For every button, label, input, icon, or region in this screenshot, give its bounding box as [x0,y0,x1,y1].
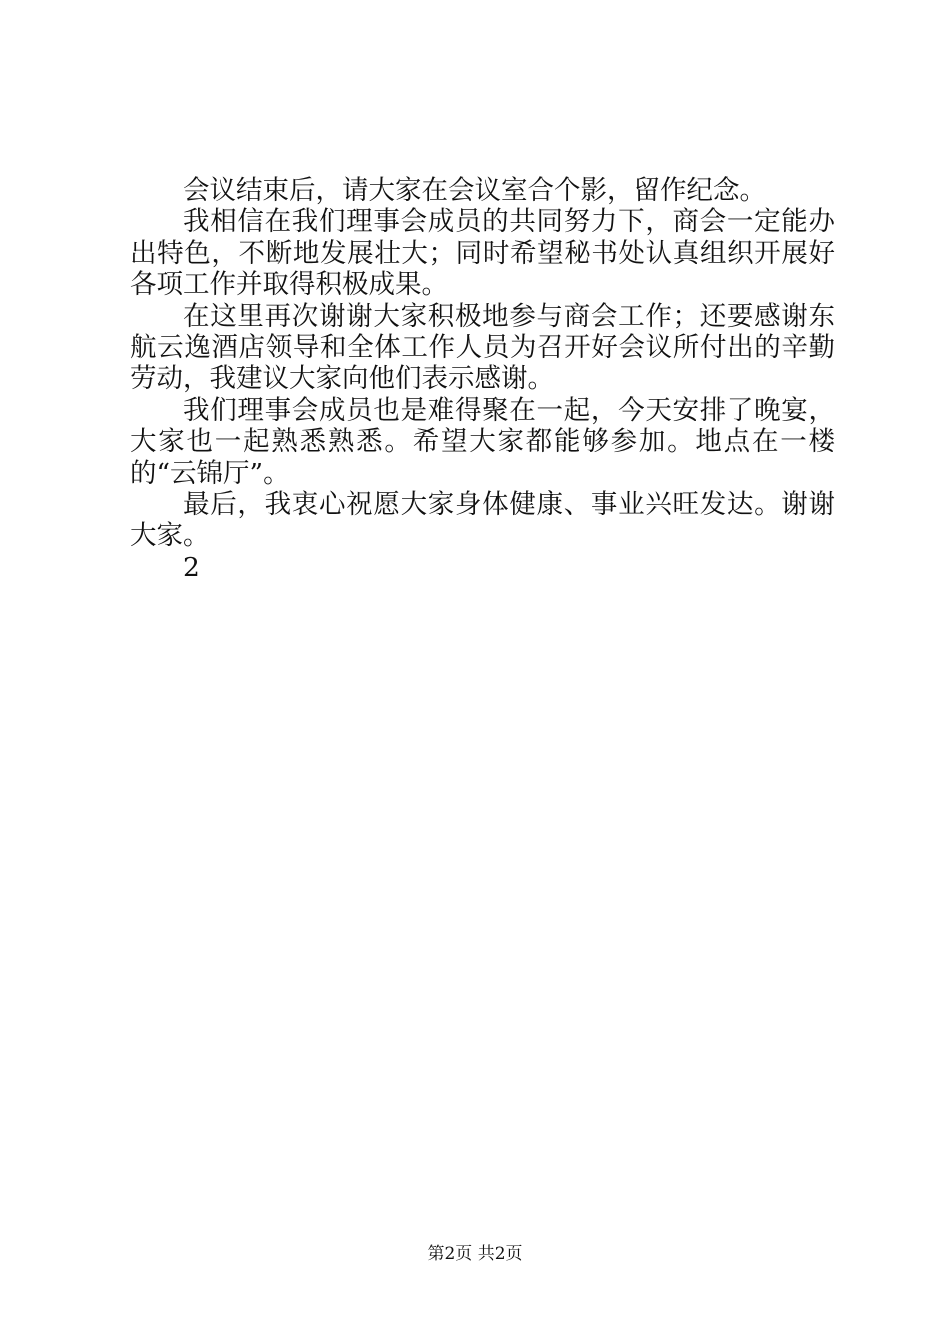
inline-page-number: 2 [183,551,200,583]
page-footer: 第2页 共2页 [427,1244,523,1264]
paragraph-joint-effort: 我相信在我们理事会成员的共同努力下，商会一定能办出特色，不断地发展壮大；同时希望秘书处认真组织开展好各项工作并取得积极成果。 [130,206,835,301]
paragraph-closing-photo: 会议结束后，请大家在会议室合个影，留作纪念。 [183,175,766,206]
paragraph-final-wishes: 最后，我衷心祝愿大家身体健康、事业兴旺发达。谢谢大家。 [130,489,835,552]
paragraph-thanks-hotel: 在这里再次谢谢大家积极地参与商会工作；还要感谢东航云逸酒店领导和全体工作人员为召开好会议所付出的辛勤劳动，我建议大家向他们表示感谢。 [130,300,835,395]
paragraph-dinner: 我们理事会成员也是难得聚在一起，今天安排了晚宴，大家也一起熟悉熟悉。希望大家都能够参加。地点在一楼的“云锦厅”。 [130,394,835,489]
document-body [130,175,835,583]
